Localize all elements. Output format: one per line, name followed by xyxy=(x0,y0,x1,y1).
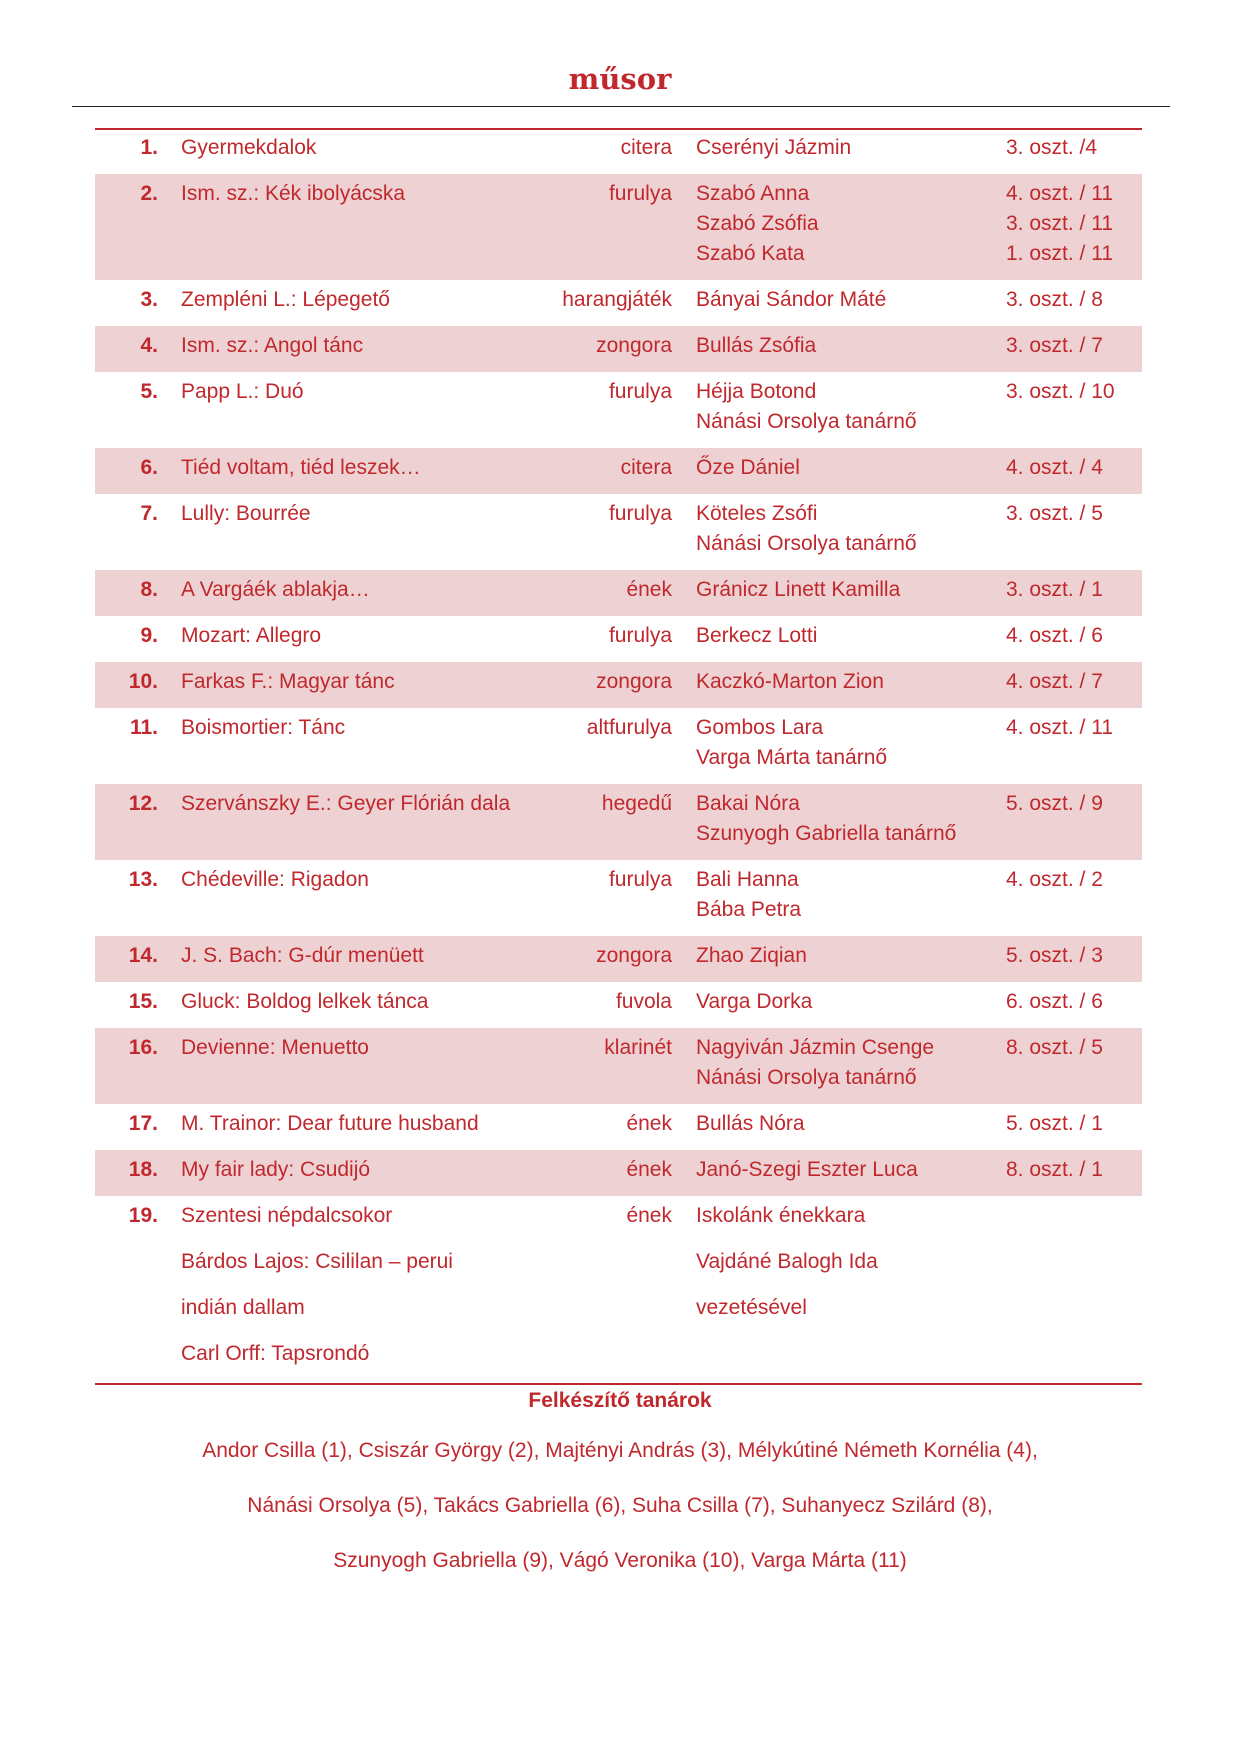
item-number-text: 8. xyxy=(140,578,158,601)
instrument-text: furulya xyxy=(608,624,672,647)
performer-line: Iskolánk énekkara xyxy=(696,1204,866,1227)
performer xyxy=(696,1155,918,1185)
piece-title xyxy=(181,987,428,1017)
instrument xyxy=(596,941,672,971)
piece-title xyxy=(181,1201,453,1385)
instrument xyxy=(609,499,672,529)
piece-title xyxy=(181,331,363,361)
program-row xyxy=(95,326,1142,372)
performer-line: Gombos Lara xyxy=(696,716,824,739)
piece-title-line: My fair lady: Csudijó xyxy=(181,1158,371,1181)
grade-class xyxy=(1006,789,1103,819)
grade-class xyxy=(1006,1109,1103,1139)
grade-class xyxy=(1006,575,1103,605)
piece-title xyxy=(181,941,424,971)
instrument-text: ének xyxy=(626,1204,672,1227)
grade-class xyxy=(1006,865,1103,895)
item-number-text: 16. xyxy=(128,1036,158,1059)
teachers-line-1: Andor Csilla (1), Csiszár György (2), Majtényi András (3), Mélykútiné Németh Kornélia (4), xyxy=(202,1439,1038,1462)
performer xyxy=(696,941,807,971)
piece-title xyxy=(181,179,405,209)
grade-class-line: 3. oszt. / 10 xyxy=(1006,380,1115,403)
piece-title-line: Papp L.: Duó xyxy=(181,380,304,403)
performer-line: Varga Dorka xyxy=(696,990,813,1013)
performer-line: Bullás Zsófia xyxy=(696,334,817,357)
grade-class-line: 3. oszt. / 11 xyxy=(1006,212,1113,235)
grade-class-line: 3. oszt. / 1 xyxy=(1006,578,1103,601)
item-number-text: 18. xyxy=(128,1158,158,1181)
program-row xyxy=(95,616,1142,662)
program-row xyxy=(95,982,1142,1028)
piece-title xyxy=(181,1155,370,1185)
performer xyxy=(696,377,917,437)
instrument-text: citera xyxy=(620,456,672,479)
piece-title xyxy=(181,789,510,819)
grade-class-line: 4. oszt. / 4 xyxy=(1006,456,1103,479)
piece-title-line: Szentesi népdalcsokor xyxy=(181,1204,393,1227)
item-number-text: 4. xyxy=(140,334,158,357)
instrument xyxy=(604,1033,672,1063)
grade-class xyxy=(1006,621,1103,651)
item-number-text: 11. xyxy=(129,716,158,739)
piece-title xyxy=(181,621,321,651)
instrument-text: furulya xyxy=(608,868,672,891)
item-number-text: 6. xyxy=(140,456,158,479)
performer xyxy=(696,179,819,269)
performer-line: Szabó Zsófia xyxy=(696,212,819,235)
item-number xyxy=(95,377,158,407)
instrument xyxy=(626,1155,672,1185)
grade-class-line: 8. oszt. / 5 xyxy=(1006,1036,1103,1059)
grade-class-line: 3. oszt. /4 xyxy=(1006,136,1098,159)
instrument-text: ének xyxy=(626,1112,672,1135)
teachers-heading: Felkészítő tanárok xyxy=(528,1389,712,1412)
performer xyxy=(696,575,900,605)
grade-class-line: 3. oszt. / 8 xyxy=(1006,288,1103,311)
piece-title-line: Gyermekdalok xyxy=(181,136,317,159)
piece-title xyxy=(181,575,370,605)
piece-title-line: Zempléni L.: Lépegető xyxy=(181,288,390,311)
grade-class xyxy=(1006,987,1103,1017)
grade-class xyxy=(1006,499,1103,529)
program-row xyxy=(95,662,1142,708)
performer-line: Bakai Nóra xyxy=(696,792,800,815)
piece-title xyxy=(181,133,316,163)
item-number xyxy=(95,499,158,529)
instrument xyxy=(587,713,672,743)
item-number-text: 7. xyxy=(140,502,158,525)
instrument-text: furulya xyxy=(608,380,672,403)
piece-title xyxy=(181,667,395,697)
performer xyxy=(696,987,812,1017)
piece-title xyxy=(181,1033,369,1063)
performer xyxy=(696,285,886,315)
item-number-text: 10. xyxy=(128,670,158,693)
instrument-text: ének xyxy=(626,578,672,601)
item-number xyxy=(95,789,158,819)
performer-line: Bullás Nóra xyxy=(696,1112,805,1135)
grade-class-line: 3. oszt. / 5 xyxy=(1006,502,1103,525)
grade-class xyxy=(1006,331,1103,361)
piece-title-line: Carl Orff: Tapsrondó xyxy=(181,1342,370,1365)
performer-line: Nánási Orsolya tanárnő xyxy=(696,532,917,555)
grade-class xyxy=(1006,713,1113,743)
instrument-text: harangjáték xyxy=(562,288,672,311)
program-row xyxy=(95,1104,1142,1150)
item-number xyxy=(95,285,158,315)
performer-line: Szunyogh Gabriella tanárnő xyxy=(696,822,957,845)
piece-title-line: Mozart: Allegro xyxy=(181,624,322,647)
piece-title-line: Boismortier: Tánc xyxy=(181,716,346,739)
item-number-text: 15. xyxy=(128,990,158,1013)
instrument-text: furulya xyxy=(608,502,672,525)
performer xyxy=(696,667,884,697)
performer-line: Szabó Anna xyxy=(696,182,810,205)
instrument-text: zongora xyxy=(596,944,672,967)
performer xyxy=(696,453,800,483)
item-number-text: 12. xyxy=(128,792,158,815)
performer-line: Zhao Ziqian xyxy=(696,944,807,967)
performer-line: Varga Márta tanárnő xyxy=(696,746,888,769)
grade-class xyxy=(1006,179,1113,269)
piece-title-line: A Vargáék ablakja… xyxy=(181,578,370,601)
item-number xyxy=(95,179,158,209)
program-row xyxy=(95,280,1142,326)
program-row xyxy=(95,174,1142,280)
instrument xyxy=(609,179,672,209)
item-number xyxy=(95,1033,158,1063)
piece-title-line: Ism. sz.: Kék ibolyácska xyxy=(181,182,406,205)
grade-class-line: 4. oszt. / 11 xyxy=(1006,182,1113,205)
performer-line: vezetésével xyxy=(696,1296,807,1319)
item-number xyxy=(95,713,158,743)
performer xyxy=(696,789,956,849)
grade-class-line: 5. oszt. / 1 xyxy=(1006,1112,1103,1135)
performer xyxy=(696,1201,878,1339)
grade-class-line: 4. oszt. / 7 xyxy=(1006,670,1103,693)
teachers-line-2: Nánási Orsolya (5), Takács Gabriella (6), Suha Csilla (7), Suhanyecz Szilárd (8), xyxy=(247,1494,993,1517)
performer xyxy=(696,865,801,925)
piece-title xyxy=(181,285,390,315)
program-row xyxy=(95,570,1142,616)
performer xyxy=(696,713,887,773)
performer-line: Janó-Szegi Eszter Luca xyxy=(696,1158,918,1181)
piece-title xyxy=(181,1109,479,1139)
instrument-text: citera xyxy=(620,136,672,159)
instrument xyxy=(602,789,672,819)
piece-title xyxy=(181,377,304,407)
item-number xyxy=(95,621,158,651)
program-row xyxy=(95,1028,1142,1104)
piece-title-line: Chédeville: Rigadon xyxy=(181,868,369,891)
item-number-text: 5. xyxy=(140,380,158,403)
item-number xyxy=(95,941,158,971)
instrument-text: altfurulya xyxy=(586,716,672,739)
instrument xyxy=(626,575,672,605)
instrument xyxy=(596,331,672,361)
piece-title-line: Tiéd voltam, tiéd leszek… xyxy=(181,456,421,479)
program-row xyxy=(95,494,1142,570)
instrument-text: ének xyxy=(626,1158,672,1181)
performer xyxy=(696,1033,934,1093)
piece-title-line: Bárdos Lajos: Csililan – perui xyxy=(181,1250,453,1273)
item-number xyxy=(95,865,158,895)
item-number-text: 17. xyxy=(128,1112,158,1135)
performer-line: Szabó Kata xyxy=(696,242,805,265)
program-row xyxy=(95,936,1142,982)
grade-class xyxy=(1006,285,1103,315)
grade-class-line: 8. oszt. / 1 xyxy=(1006,1158,1103,1181)
item-number xyxy=(95,987,158,1017)
item-number xyxy=(95,1109,158,1139)
item-number xyxy=(95,453,158,483)
piece-title-line: J. S. Bach: G-dúr menüett xyxy=(181,944,424,967)
instrument-text: klarinét xyxy=(604,1036,672,1059)
piece-title-line: Farkas F.: Magyar tánc xyxy=(181,670,395,693)
performer-line: Nagyiván Jázmin Csenge xyxy=(696,1036,935,1059)
item-number xyxy=(95,575,158,605)
performer-line: Nánási Orsolya tanárnő xyxy=(696,410,917,433)
instrument xyxy=(609,621,672,651)
performer-line: Héjja Botond xyxy=(696,380,817,403)
item-number xyxy=(95,133,158,163)
grade-class xyxy=(1006,1155,1103,1185)
teachers-line-3: Szunyogh Gabriella (9), Vágó Veronika (10), Varga Márta (11) xyxy=(333,1549,907,1572)
grade-class xyxy=(1006,941,1103,971)
program-row xyxy=(95,372,1142,448)
item-number-text: 13. xyxy=(128,868,158,891)
instrument-text: zongora xyxy=(596,334,672,357)
performer-line: Bali Hanna xyxy=(696,868,799,891)
item-number xyxy=(95,667,158,697)
piece-title xyxy=(181,453,421,483)
piece-title-line: indián dallam xyxy=(181,1296,305,1319)
program-row xyxy=(95,1150,1142,1196)
performer-line: Nánási Orsolya tanárnő xyxy=(696,1066,917,1089)
program-row xyxy=(95,448,1142,494)
title-divider xyxy=(72,106,1170,107)
instrument xyxy=(621,133,672,163)
piece-title-line: M. Trainor: Dear future husband xyxy=(181,1112,479,1135)
instrument-text: zongora xyxy=(596,670,672,693)
item-number-text: 3. xyxy=(140,288,158,311)
performer xyxy=(696,499,917,559)
instrument-text: hegedű xyxy=(601,792,672,815)
grade-class xyxy=(1006,1033,1103,1063)
performer xyxy=(696,331,816,361)
performer-line: Cserényi Jázmin xyxy=(696,136,852,159)
piece-title-line: Gluck: Boldog lelkek tánca xyxy=(181,990,429,1013)
piece-title-line: Szervánszky E.: Geyer Flórián dala xyxy=(181,792,511,815)
performer-line: Kaczkó-Marton Zion xyxy=(696,670,884,693)
item-number xyxy=(95,1155,158,1185)
performer-line: Bába Petra xyxy=(696,898,802,921)
performer xyxy=(696,621,817,651)
grade-class-line: 5. oszt. / 3 xyxy=(1006,944,1103,967)
instrument xyxy=(626,1109,672,1139)
program-row xyxy=(95,1196,1142,1380)
piece-title-line: Ism. sz.: Angol tánc xyxy=(181,334,364,357)
instrument xyxy=(626,1201,672,1231)
performer xyxy=(696,1109,805,1139)
instrument xyxy=(562,285,672,315)
piece-title xyxy=(181,865,369,895)
instrument xyxy=(609,865,672,895)
grade-class-line: 3. oszt. / 7 xyxy=(1006,334,1103,357)
instrument xyxy=(621,453,672,483)
performer xyxy=(696,133,851,163)
program-row xyxy=(95,128,1142,174)
instrument xyxy=(616,987,672,1017)
grade-class-line: 6. oszt. / 6 xyxy=(1006,990,1103,1013)
item-number-text: 14. xyxy=(128,944,158,967)
program-row xyxy=(95,860,1142,936)
performer-line: Berkecz Lotti xyxy=(696,624,818,647)
performer-line: Köteles Zsófi xyxy=(696,502,818,525)
piece-title-line: Devienne: Menuetto xyxy=(181,1036,369,1059)
item-number-text: 1. xyxy=(140,136,158,159)
piece-title xyxy=(181,713,345,743)
piece-title-line: Lully: Bourrée xyxy=(181,502,311,525)
performer-line: Gránicz Linett Kamilla xyxy=(696,578,901,601)
grade-class-line: 4. oszt. / 2 xyxy=(1006,868,1103,891)
item-number xyxy=(95,1201,158,1231)
grade-class xyxy=(1006,453,1103,483)
item-number xyxy=(95,331,158,361)
program-table xyxy=(95,128,1142,1380)
instrument-text: fuvola xyxy=(615,990,672,1013)
page-title: műsor xyxy=(568,62,672,96)
program-row xyxy=(95,784,1142,860)
performer-line: Bányai Sándor Máté xyxy=(696,288,887,311)
grade-class-line: 1. oszt. / 11 xyxy=(1006,242,1113,265)
program-row xyxy=(95,708,1142,784)
grade-class xyxy=(1006,667,1103,697)
grade-class xyxy=(1006,133,1097,163)
grade-class-line: 4. oszt. / 6 xyxy=(1006,624,1103,647)
item-number-text: 19. xyxy=(128,1204,158,1227)
instrument xyxy=(609,377,672,407)
item-number-text: 2. xyxy=(140,182,158,205)
performer-line: Őze Dániel xyxy=(696,456,800,479)
instrument-text: furulya xyxy=(608,182,672,205)
grade-class-line: 4. oszt. / 11 xyxy=(1006,716,1113,739)
item-number-text: 9. xyxy=(140,624,158,647)
instrument xyxy=(596,667,672,697)
table-bottom-divider xyxy=(95,1383,1142,1385)
grade-class xyxy=(1006,377,1115,407)
performer-line: Vajdáné Balogh Ida xyxy=(696,1250,878,1273)
grade-class-line: 5. oszt. / 9 xyxy=(1006,792,1103,815)
piece-title xyxy=(181,499,311,529)
